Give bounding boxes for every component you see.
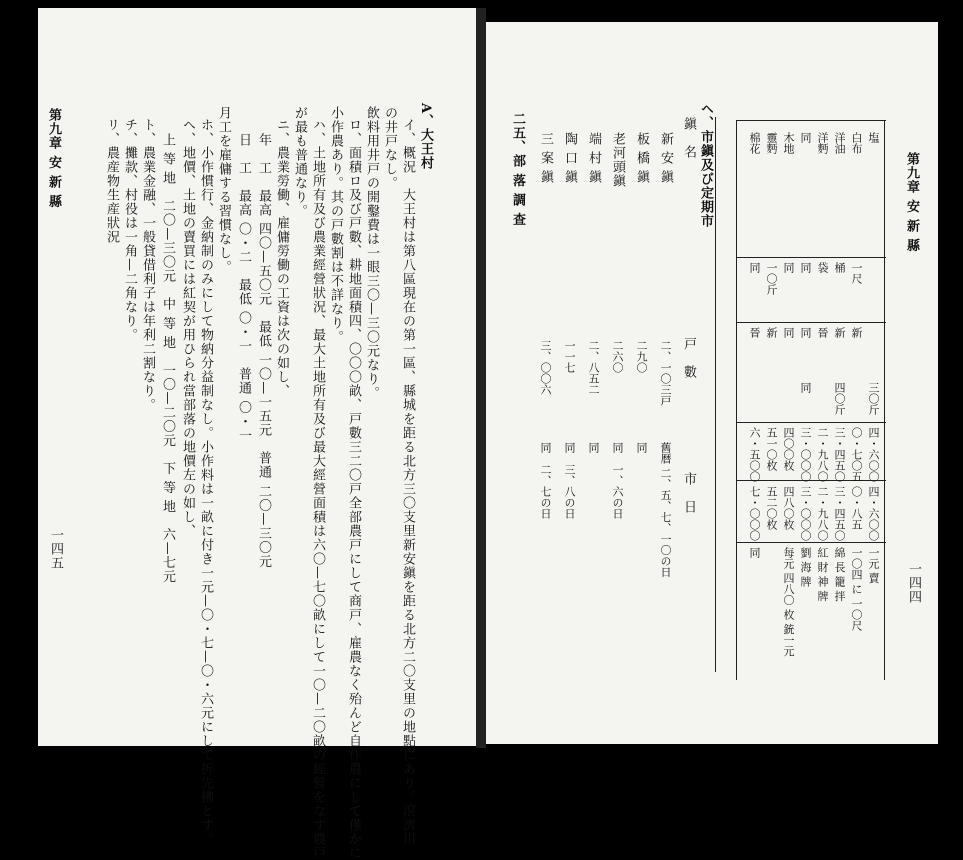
markets-table-right-rule — [715, 117, 716, 672]
goods-item: 洋麪 — [816, 132, 829, 154]
goods-unit: 同 — [799, 262, 812, 273]
market-days: 同 二、七の日 — [539, 442, 552, 519]
goods-qty: 三〇斤 — [867, 382, 880, 415]
market-households: 二、一〇三戸 — [659, 340, 672, 406]
text-line: が最も普通なり。 — [292, 106, 307, 218]
wage-row-daily: 日 工 最高 〇・二 最低 〇・一 普通 〇・一 — [236, 133, 251, 443]
goods-price-b: 五二〇枚 — [765, 486, 778, 530]
wage-row-yearly: 年 工 最高 四〇—五〇元 最低 一〇—一五元 普通 二〇—三〇元 — [256, 133, 271, 569]
left-page-number: 一四五 — [48, 528, 63, 570]
goods-table-rule — [736, 422, 886, 423]
goods-item: 洋油 — [833, 132, 846, 154]
goods-price-b: 七・〇〇〇 — [748, 486, 761, 541]
market-days: 舊暦 二、五、七、一〇の日 — [659, 442, 672, 578]
market-households: 一一七 — [563, 340, 576, 373]
goods-price-a: 二・九八〇 — [816, 427, 829, 482]
goods-table-rule — [736, 257, 886, 258]
goods-price-a: 四〇〇枚 — [782, 427, 795, 471]
goods-origin: 新 — [833, 327, 846, 338]
col-header-town: 鎭 名 — [681, 117, 696, 159]
goods-unit: 一〇斤 — [765, 262, 778, 295]
right-page — [486, 22, 938, 744]
goods-price-a: 三・〇〇〇 — [799, 427, 812, 482]
market-households: 二九〇 — [635, 340, 648, 373]
goods-note: 紅 財 神 牌 — [816, 547, 829, 602]
goods-table-top-rule — [736, 120, 886, 121]
left-page — [38, 8, 476, 860]
goods-qty: 同 — [799, 382, 812, 393]
goods-price-b: 〇・八五 — [850, 486, 863, 530]
goods-unit: 桶 — [833, 262, 846, 273]
goods-origin: 晉 — [748, 327, 761, 338]
market-days: 同 — [635, 442, 648, 453]
goods-qty: 四〇斤 — [833, 382, 846, 415]
col-header-households: 戸 數 — [681, 337, 696, 379]
goods-origin: 晉 — [816, 327, 829, 338]
goods-item: 塩 — [867, 132, 880, 143]
text-line: イ、概況 大王村は第八區現在の第一區、縣城を距る北方三〇支里新安鎭を距る北方二〇支里の地點にあり。滾濟川 — [400, 118, 415, 846]
goods-item: 靈麪 — [765, 132, 778, 154]
goods-item: 棉花 — [748, 132, 761, 154]
text-line: リ、農産物生産狀況 — [104, 118, 119, 244]
goods-origin: 同 — [782, 327, 795, 338]
goods-unit: 袋 — [816, 262, 829, 273]
goods-price-a: 〇・七〇五 — [850, 427, 863, 482]
goods-item: 同 — [799, 132, 812, 143]
goods-price-b: 四・六〇〇 — [867, 486, 880, 541]
text-line: ハ、土地所有及び農業經營狀況、最大土地所有及び最大經營面積は六〇—七〇畝にして一〇—二〇畝の經營をなす農戸 — [310, 118, 325, 860]
goods-origin: 新 — [765, 327, 778, 338]
right-page-number: 一四四 — [906, 562, 921, 604]
text-line: ト、農業金融、一般貸借利子は年利二割なり。 — [140, 118, 155, 412]
market-town: 新 安 鎭 — [658, 132, 673, 185]
goods-table-right-rule — [884, 120, 885, 680]
goods-item: 白布 — [850, 132, 863, 154]
col-header-market-days: 市 日 — [681, 472, 696, 514]
market-town: 三 案 鎭 — [538, 132, 553, 185]
market-days: 同 一、六の日 — [611, 442, 624, 519]
text-line: ニ、農業勞働、雇傭勞働の工資は次の如し、 — [274, 118, 289, 398]
goods-price-b: 四八〇枚 — [782, 486, 795, 530]
land-price-row: 上 等 地 二〇—三〇元 中 等 地 一〇—二〇元 下 等 地 六—七元 — [160, 133, 175, 584]
goods-price-a: 五一〇枚 — [765, 427, 778, 471]
text-line: ホ、小作慣行、金納制のみにして物納分益制なし。小作料は一畝に付き一元—〇・七—〇・六元にして折先拂とす。 — [198, 118, 213, 846]
goods-note: 劉 海 牌 — [799, 547, 812, 587]
goods-price-b: 三・四五〇 — [833, 486, 846, 541]
heading-daiwang-village: A、大王村 — [418, 103, 433, 171]
goods-item: 木地 — [782, 132, 795, 154]
text-line: チ、攤款、村役は一角—二角なり。 — [122, 118, 137, 342]
goods-price-b: 三・〇〇〇 — [799, 486, 812, 541]
goods-price-a: 六・五〇〇 — [748, 427, 761, 482]
market-households: 二、八五二 — [587, 340, 600, 395]
goods-note: 一〇四 に 一〇尺 — [850, 547, 863, 631]
goods-note: 同 — [748, 547, 761, 558]
market-days: 同 — [587, 442, 600, 453]
market-days: 同 三、八の日 — [563, 442, 576, 519]
goods-origin: 新 — [850, 327, 863, 338]
market-households: 二六〇 — [611, 340, 624, 373]
text-line: ヘ、地價、土地の賣買には紅契が用ひられ當部落の地價左の如し、 — [180, 118, 195, 538]
goods-unit: 同 — [748, 262, 761, 273]
goods-note: 每元 四八〇 枚 銃一元 — [782, 547, 795, 657]
right-running-head: 第九章 安 新 縣 — [904, 152, 919, 253]
goods-price-a: 三・四五〇 — [833, 427, 846, 482]
goods-table-rule — [736, 542, 886, 543]
market-households: 三、〇〇六 — [539, 340, 552, 395]
left-running-head: 第九章 安 新 縣 — [46, 108, 61, 209]
text-line: 小作農あり。其の戸數割は不詳なり。 — [328, 106, 343, 344]
village-survey-title: 二五、部 落 調 查 — [510, 112, 525, 227]
market-town: 端 村 鎭 — [586, 132, 601, 185]
market-town: 老河頭鎭 — [610, 132, 625, 188]
text-line: ロ、面積ロ及び戸數、耕地面積四、〇〇〇畝、戸數三二〇戸全部農戸にして商戸、雇農なく殆んど自作農にして僅かに — [346, 118, 361, 860]
goods-price-a: 四・六〇〇 — [867, 427, 880, 482]
goods-note: 一元 賣 — [867, 547, 880, 584]
goods-origin: 同 — [799, 327, 812, 338]
market-town: 陶 口 鎭 — [562, 132, 577, 185]
text-line: 月工を雇傭する習慣なし。 — [216, 106, 231, 274]
goods-note: 綿 長 籠 拌 — [833, 547, 846, 602]
goods-table-left-rule — [736, 120, 737, 680]
goods-price-b: 二・九八〇 — [816, 486, 829, 541]
text-line: の井戸なし。 — [382, 106, 397, 190]
text-line: 飲料用井戸の開鑿費は一眼三〇—三〇元なり。 — [364, 106, 379, 400]
goods-unit: 一尺 — [850, 262, 863, 284]
markets-section-title: ヘ、市鎭及び定期市 — [698, 102, 713, 228]
goods-unit: 同 — [782, 262, 795, 273]
book-gutter — [476, 8, 486, 748]
goods-table-rule — [736, 322, 886, 323]
market-town: 板 橋 鎭 — [634, 132, 649, 185]
